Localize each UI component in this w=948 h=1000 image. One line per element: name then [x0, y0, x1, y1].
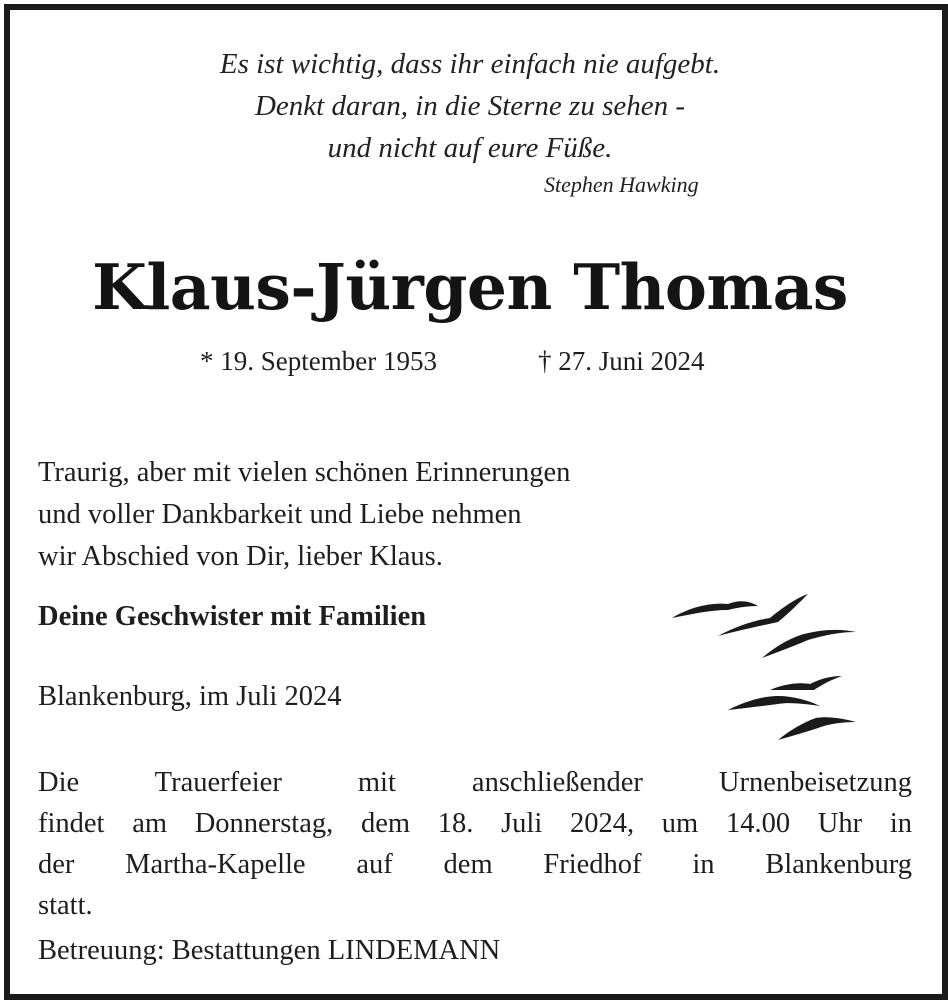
quote-author: Stephen Hawking [544, 172, 699, 197]
place-date: Blankenburg, im Juli 2024 [38, 681, 342, 712]
ceremony-notice [38, 762, 912, 926]
birth-date: * 19. September 1953 [200, 346, 437, 376]
message-line-1: Traurig, aber mit vielen schönen Erinnerungen [38, 457, 571, 488]
death-date: † 27. Juni 2024 [538, 346, 705, 376]
quote-line-1: Es ist wichtig, dass ihr einfach nie aufgebt. [219, 48, 721, 80]
ceremony-line-2: findet am Donnerstag, dem 18. Juli 2024, um 14.00 Uhr in [38, 808, 912, 839]
message-line-2: und voller Dankbarkeit und Liebe nehmen [38, 499, 522, 530]
undertaker-credit: Betreuung: Bestattungen LINDEMANN [38, 935, 501, 966]
ceremony-line-4: statt. [38, 890, 93, 921]
signature: Deine Geschwister mit Familien [38, 601, 427, 632]
flying-birds-icon [666, 586, 866, 746]
quote-line-2: Denkt daran, in die Sterne zu sehen - [254, 90, 686, 122]
obituary-notice [4, 4, 948, 1000]
deceased-name: Klaus-Jürgen Thomas [92, 250, 848, 324]
ceremony-line-1: Die Trauerfeier mit anschließender Urnenbeisetzung [38, 767, 912, 798]
quote-line-3: und nicht auf eure Füße. [327, 132, 613, 164]
ceremony-line-3: der Martha-Kapelle auf dem Friedhof in Blankenburg [38, 849, 912, 880]
message-line-3: wir Abschied von Dir, lieber Klaus. [38, 541, 443, 572]
